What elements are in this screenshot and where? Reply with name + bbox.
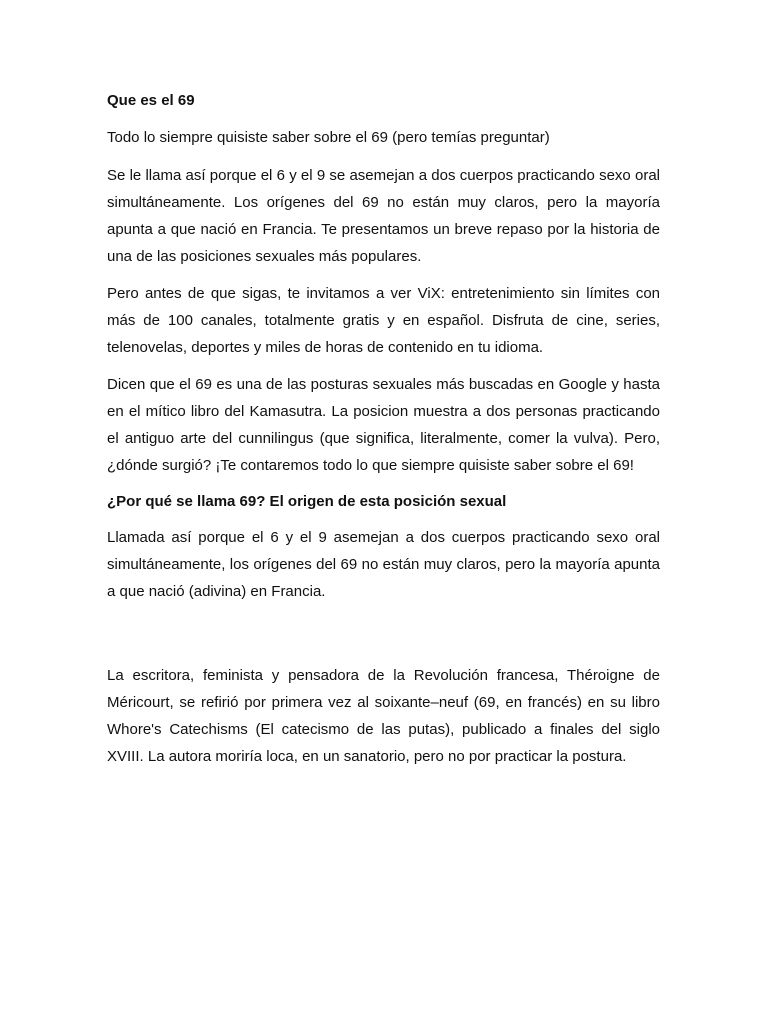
section-heading: ¿Por qué se llama 69? El origen de esta posición sexual — [107, 493, 507, 510]
paragraph-gap — [107, 615, 660, 662]
paragraph-origin: Llamada así porque el 6 y el 9 asemejan a dos cuerpos practicando sexo oral simultáneamente, los orígenes del 69 no están muy claros, pero la mayoría apunta a que nació (adivina) en Francia. — [107, 529, 660, 600]
document-title: Que es el 69 — [107, 92, 195, 109]
paragraph-intro: Se le llama así porque el 6 y el 9 se asemejan a dos cuerpos practicando sexo oral simultáneamente. Los orígenes del 69 no están muy claros, pero la mayoría apunta a que nació en Francia. Te presentamos un breve repaso por la historia de una de las posiciones sexuales más populares. — [107, 167, 660, 265]
paragraph-vix: Pero antes de que sigas, te invitamos a ver ViX: entretenimiento sin límites con más de 100 canales, totalmente gratis y en español. Disfruta de cine, series, telenovelas, deportes y miles de horas de contenido en tu idioma. — [107, 285, 660, 356]
document-page — [107, 88, 660, 780]
document-subtitle: Todo lo siempre quisiste saber sobre el 69 (pero temías preguntar) — [107, 129, 550, 146]
paragraph-theroigne: La escritora, feminista y pensadora de la Revolución francesa, Théroigne de Méricourt, se refirió por primera vez al soixante–neuf (69, en francés) en su libro Whore's Catechisms (El catecismo de las putas), publicado a finales del siglo XVIII. La autora moriría loca, en un sanatorio, pero no por practicar la postura. — [107, 667, 660, 765]
paragraph-kamasutra: Dicen que el 69 es una de las posturas sexuales más buscadas en Google y hasta en el mítico libro del Kamasutra. La posicion muestra a dos personas practicando el antiguo arte del cunnilingus (que significa, literalmente, comer la vulva). Pero, ¿dónde surgió? ¡Te contaremos todo lo que siempre quisiste saber sobre el 69! — [107, 376, 660, 474]
